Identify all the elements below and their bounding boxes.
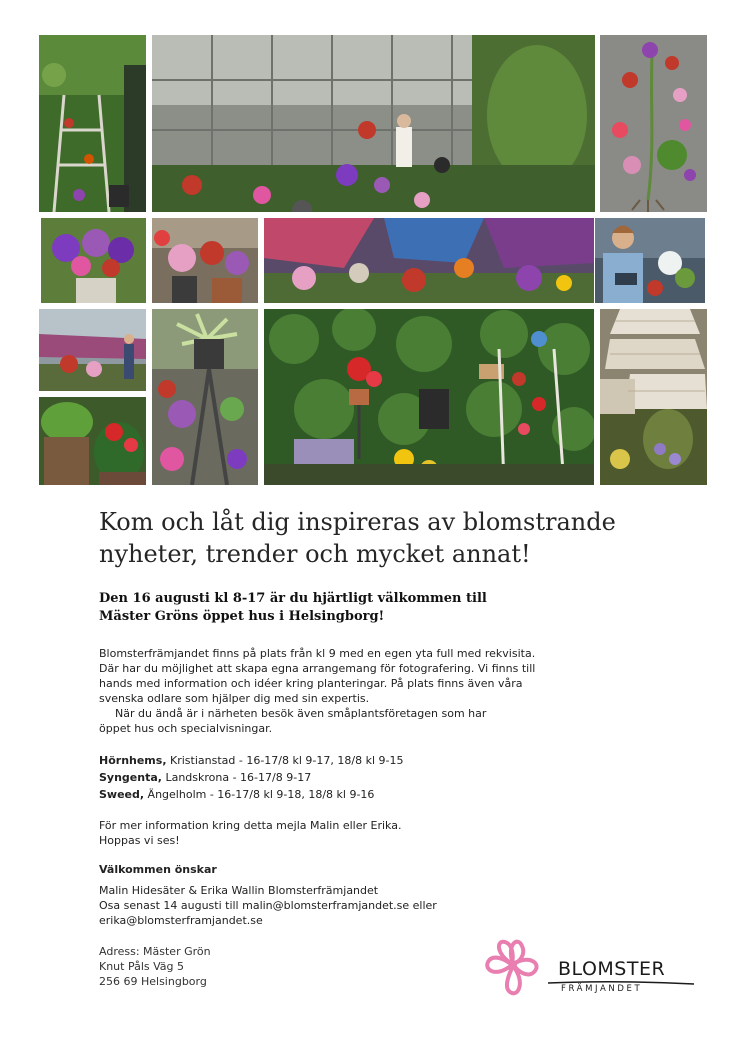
address-line: Adress: Mäster Grön bbox=[99, 945, 211, 958]
headline-line-1: Kom och låt dig inspireras av blomstrande bbox=[99, 508, 616, 536]
logo-petal bbox=[499, 942, 513, 964]
closing-email[interactable]: erika@blomsterframjandet.se bbox=[99, 914, 263, 927]
intro-line: Blomsterfrämjandet finns på plats från kl 9 med en egen yta full med rekvisita. bbox=[99, 647, 536, 660]
photo-wicker-lamps bbox=[600, 309, 707, 485]
address-line: Knut Påls Väg 5 bbox=[99, 960, 185, 973]
intro-line-indented: När du ändå är i närheten besök även småplantsföretagen som har bbox=[115, 707, 487, 720]
address-line: 256 69 Helsingborg bbox=[99, 975, 207, 988]
more-info-line: För mer information kring detta mejla Malin eller Erika. bbox=[99, 819, 402, 832]
photo-ivy-wall-display bbox=[264, 309, 594, 485]
flower-logo-icon bbox=[478, 934, 548, 1006]
photo-plant-ladder bbox=[39, 35, 146, 212]
plant-ladder-photo-icon bbox=[39, 35, 146, 212]
photo-smiling-woman bbox=[595, 218, 705, 303]
intro-line: hands med information och idéer kring planteringar. På plats finns även våra bbox=[99, 677, 523, 690]
more-info-line: Hoppas vi ses! bbox=[99, 834, 180, 847]
basil-hibiscus-photo-icon bbox=[39, 397, 146, 485]
intro-line: Där har du möjlighet att skapa egna arrangemang för fotografering. Vi finns till bbox=[99, 662, 536, 675]
photo-graffiti-garden bbox=[264, 218, 594, 303]
spider-plant-stand-photo-icon bbox=[152, 309, 258, 485]
wicker-lamps-photo-icon bbox=[600, 309, 707, 485]
petunia-pot-photo-icon bbox=[41, 218, 146, 303]
blomsterframjandet-logo bbox=[478, 934, 688, 1008]
subhead-line-2: Mäster Gröns öppet hus i Helsingborg! bbox=[99, 609, 385, 624]
logo-wordmark: BLOMSTER bbox=[558, 958, 666, 980]
logo-subtitle: FRÄMJANDET bbox=[561, 984, 643, 994]
photo-spider-plant-stand bbox=[152, 309, 258, 485]
intro-paragraph bbox=[99, 646, 599, 736]
intro-line: öppet hus och specialvisningar. bbox=[99, 722, 273, 735]
site-item bbox=[99, 771, 311, 784]
event-date-subhead bbox=[99, 590, 619, 626]
site-detail: Landskrona - 16-17/8 9-17 bbox=[161, 771, 312, 784]
photo-petunia-pot bbox=[41, 218, 146, 303]
headline bbox=[99, 506, 659, 570]
smiling-woman-photo-icon bbox=[595, 218, 705, 303]
geranium-stem-photo-icon bbox=[600, 35, 707, 212]
address-block bbox=[99, 944, 211, 989]
closing-signers: Malin Hidesäter & Erika Wallin Blomsterfrämjandet bbox=[99, 884, 379, 897]
photo-garden-street bbox=[39, 309, 146, 391]
site-item bbox=[99, 788, 374, 801]
photo-flower-pots bbox=[152, 218, 258, 303]
site-item bbox=[99, 754, 403, 767]
closing-block bbox=[99, 862, 437, 928]
closing-greeting: Välkommen önskar bbox=[99, 863, 217, 876]
more-info bbox=[99, 818, 401, 848]
intro-line: svenska odlare som hjälper dig med sin expertis. bbox=[99, 692, 370, 705]
subhead-line-1: Den 16 augusti kl 8-17 är du hjärtligt välkommen till bbox=[99, 591, 487, 606]
ivy-wall-display-photo-icon bbox=[264, 309, 594, 485]
flower-pots-photo-icon bbox=[152, 218, 258, 303]
greenhouse-gardener-photo-icon bbox=[152, 35, 595, 212]
closing-rsvp: Osa senast 14 augusti till malin@blomsterframjandet.se eller bbox=[99, 899, 437, 912]
sites-list bbox=[99, 752, 619, 803]
site-detail: Ängelholm - 16-17/8 kl 9-18, 18/8 kl 9-16 bbox=[144, 788, 375, 801]
photo-geranium-stem bbox=[600, 35, 707, 212]
garden-street-photo-icon bbox=[39, 309, 146, 391]
site-name: Syngenta, bbox=[99, 771, 162, 784]
site-name: Sweed, bbox=[99, 788, 145, 801]
site-name: Hörnhems, bbox=[99, 754, 167, 767]
headline-line-2: nyheter, trender och mycket annat! bbox=[99, 540, 531, 568]
graffiti-garden-photo-icon bbox=[264, 218, 594, 303]
logo-petal bbox=[507, 966, 520, 993]
site-detail: Kristianstad - 16-17/8 kl 9-17, 18/8 kl 9-15 bbox=[166, 754, 404, 767]
photo-basil-hibiscus bbox=[39, 397, 146, 485]
photo-greenhouse-gardener bbox=[152, 35, 595, 212]
